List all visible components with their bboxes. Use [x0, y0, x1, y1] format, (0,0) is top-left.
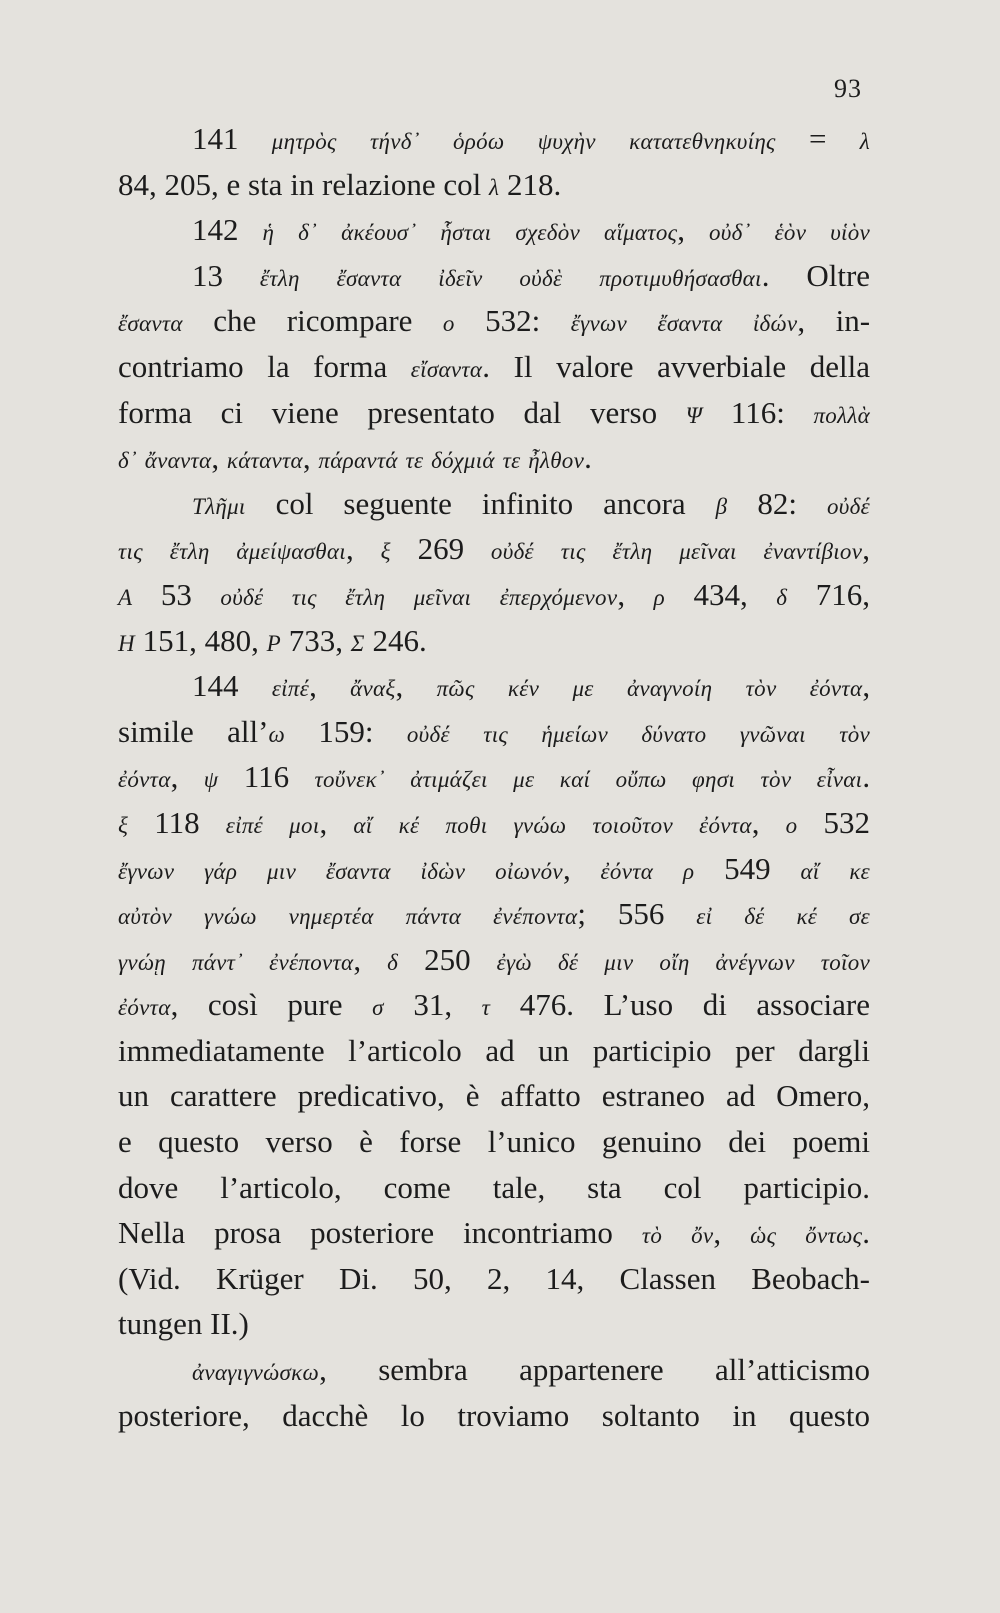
- text-line: γνώῃ πάντ᾽ ἐνέποντα, δ 250 ἐγὼ δέ μιν οἴη ἀνέγνων τοῖον: [118, 941, 871, 977]
- greek-word: ἀναγιγνώσκω: [192, 1360, 320, 1386]
- greek-word: ω: [268, 721, 285, 747]
- greek-word: ο: [785, 812, 798, 838]
- greek-word: με: [513, 767, 535, 793]
- greek-word: ἐνέποντα: [269, 949, 354, 975]
- greek-word: τοιοῦτον: [592, 812, 673, 838]
- greek-word: προτιμυθήσασθαι: [599, 265, 762, 291]
- greek-word: λ: [859, 129, 871, 154]
- greek-word: ρ: [653, 584, 665, 610]
- page-number: 93: [834, 74, 862, 103]
- greek-word: μιν: [604, 949, 634, 975]
- greek-word: οὐδὲ: [519, 265, 563, 291]
- greek-word: αὐτὸν: [118, 904, 173, 930]
- greek-word: ἦλθον: [528, 448, 585, 474]
- greek-word: ὡς: [750, 1223, 777, 1249]
- greek-word: κέ: [796, 904, 818, 930]
- text-line: Nella prosa posteriore incontriamo τὸ ὄν, ὡς ὄντως.: [118, 1215, 871, 1251]
- greek-word: ξ: [380, 539, 391, 565]
- greek-word: ἔσαντα: [325, 858, 391, 884]
- greek-word: τις: [118, 539, 143, 565]
- greek-word: αἴ: [353, 812, 373, 838]
- greek-word: ἔσαντα: [118, 311, 183, 337]
- greek-word: ἐπερχόμενον: [499, 584, 618, 610]
- greek-word: δύνατο: [641, 721, 707, 747]
- greek-word: σχεδὸν: [515, 220, 581, 246]
- greek-word: ἐγὼ: [496, 949, 532, 975]
- greek-word: οὐδέ: [220, 584, 264, 610]
- greek-word: Σ: [350, 630, 365, 656]
- greek-word: πολλὰ: [813, 402, 870, 428]
- greek-word: ἔτλη: [169, 539, 210, 565]
- greek-word: τοὔνεκ᾽: [314, 767, 385, 793]
- greek-word: γάρ: [204, 858, 238, 884]
- greek-word: κάταντα: [226, 448, 303, 474]
- greek-word: δ᾽: [298, 220, 318, 246]
- greek-word: οὐδέ: [826, 493, 870, 519]
- greek-word: δ: [776, 584, 788, 610]
- greek-word: δ᾽: [118, 448, 137, 474]
- greek-word: τὸ: [641, 1223, 663, 1249]
- greek-word: ἄναντα: [144, 448, 212, 474]
- greek-word: ἀμείψασθαι: [236, 539, 346, 565]
- greek-word: οὐδέ: [406, 721, 450, 747]
- text-line: 144 εἰπέ, ἄναξ, πῶς κέν με ἀναγνοίη τὸν ἐόντα,: [192, 668, 871, 704]
- greek-word: ἐόντα: [809, 676, 863, 702]
- text-line: ἔγνων γάρ μιν ἔσαντα ἰδὼν οἰωνόν, ἐόντα ρ 549 αἴ κε: [118, 850, 871, 886]
- greek-word: τὸν: [745, 676, 777, 702]
- greek-word: γνῶναι: [739, 721, 806, 747]
- greek-word: ο: [442, 311, 455, 337]
- greek-word: πάντα: [405, 904, 462, 930]
- greek-word: κέ: [398, 812, 420, 838]
- text-line: forma ci viene presentato dal verso Ψ 116: πολλὰ: [118, 394, 870, 430]
- greek-word: ἔγνων: [118, 858, 175, 884]
- greek-word: ἰδὼν: [420, 858, 466, 884]
- greek-word: καί: [559, 767, 591, 793]
- greek-word: ἐόντα: [118, 767, 171, 793]
- text-line: 13 ἔτλη ἔσαντα ἰδεῖν οὐδὲ προτιμυθήσασθαι. Oltre: [192, 257, 871, 293]
- greek-word: Α: [118, 584, 133, 610]
- greek-word: αἴ: [800, 858, 820, 884]
- greek-word: ἡμείων: [541, 721, 609, 747]
- greek-word: λ: [489, 174, 500, 200]
- greek-word: οἰωνόν: [495, 858, 563, 884]
- greek-word: μεῖναι: [679, 539, 737, 565]
- text-line: ἀναγιγνώσκω, sembra appartenere all’atticismo: [192, 1352, 870, 1388]
- text-line: Τλῆμι col seguente infinito ancora β 82: οὐδέ: [192, 485, 870, 521]
- greek-word: ἔσαντα: [657, 311, 723, 337]
- greek-word: ἡ: [262, 220, 275, 246]
- text-line: contriamo la forma εἴσαντα. Il valore avverbiale della: [118, 348, 870, 384]
- text-line: (Vid. Krüger Di. 50, 2, 14, Classen Beobach-: [118, 1260, 870, 1296]
- greek-word: μιν: [267, 858, 297, 884]
- text-line: e questo verso è forse l’unico genuino dei poemi: [118, 1124, 870, 1160]
- greek-word: τε: [502, 448, 521, 474]
- greek-word: ἰδών: [752, 311, 798, 337]
- text-line: δ᾽ ἄναντα, κάταντα, πάραντά τε δόχμιά τε ἦλθον.: [118, 440, 592, 476]
- greek-word: ἐόντα: [699, 812, 752, 838]
- greek-word: τὸν: [760, 767, 792, 793]
- greek-word: γνώω: [203, 904, 257, 930]
- greek-word: πῶς: [436, 676, 475, 702]
- greek-word: τις: [291, 584, 317, 610]
- greek-word: ἐόντα: [118, 995, 171, 1021]
- greek-word: φησι: [692, 767, 736, 793]
- greek-word: εἰ: [696, 904, 713, 930]
- text-line: ἔσαντα che ricompare ο 532: ἔγνων ἔσαντα ἰδών, in-: [118, 303, 871, 339]
- greek-word: ἔτλη: [612, 539, 653, 565]
- greek-word: ὄν: [691, 1223, 714, 1249]
- greek-word: ποθι: [445, 812, 488, 838]
- greek-word: δόχμιά: [431, 448, 495, 474]
- text-line: Η 151, 480, Ρ 733, Σ 246.: [118, 622, 427, 658]
- text-line: τις ἔτλη ἀμείψασθαι, ξ 269 οὐδέ τις ἔτλη μεῖναι ἐναντίβιον,: [118, 531, 870, 567]
- greek-word: τις: [483, 721, 509, 747]
- text-line: tungen II.): [118, 1306, 249, 1342]
- text-line: un carattere predicativo, è affatto estraneo ad Omero,: [118, 1078, 870, 1114]
- text-line: αὐτὸν γνώω νημερτέα πάντα ἐνέποντα; 556 εἰ δέ κέ σε: [118, 896, 871, 932]
- text-line: Α 53 οὐδέ τις ἔτλη μεῖναι ἐπερχόμενον, ρ 434, δ 716,: [118, 576, 870, 612]
- greek-word: δέ: [744, 904, 765, 930]
- greek-word: σε: [849, 904, 871, 930]
- text-line: 84, 205, e sta in relazione col λ 218.: [118, 166, 562, 202]
- greek-word: ἀναγνοίη: [626, 676, 713, 702]
- greek-word: ξ: [118, 812, 129, 838]
- greek-word: εἴσαντα: [410, 356, 483, 382]
- greek-word: ψυχὴν: [537, 129, 596, 154]
- greek-word: εἰπέ: [225, 812, 264, 838]
- greek-word: αἵματος: [604, 220, 678, 246]
- greek-word: τὸν: [839, 721, 871, 747]
- greek-word: οἴη: [659, 949, 690, 975]
- greek-word: μητρὸς: [271, 129, 337, 154]
- greek-word: ἔσαντα: [336, 265, 402, 291]
- greek-word: τ: [481, 995, 491, 1021]
- greek-word: Η: [118, 630, 135, 656]
- body-text: [118, 116, 870, 1438]
- greek-word: τήνδ᾽: [369, 129, 420, 154]
- greek-word: οὔπω: [615, 767, 667, 793]
- greek-word: ρ: [682, 858, 695, 884]
- greek-word: κατατεθνηκυίης: [629, 129, 776, 154]
- text-line: immediatamente l’articolo ad un participio per dargli: [118, 1032, 870, 1068]
- greek-word: ὁρόω: [452, 129, 505, 154]
- greek-word: β: [715, 493, 728, 519]
- greek-word: οὐδ᾽: [708, 220, 751, 246]
- greek-word: ἔτλη: [345, 584, 386, 610]
- greek-word: σ: [372, 995, 384, 1021]
- greek-word: ἐνέποντα: [493, 904, 578, 930]
- greek-word: ἔτλη: [259, 265, 300, 291]
- greek-word: δ: [387, 949, 399, 975]
- text-line: posteriore, dacchè lo troviamo soltanto in questo: [118, 1397, 870, 1433]
- greek-word: νημερτέα: [288, 904, 374, 930]
- greek-word: μοι: [289, 812, 320, 838]
- greek-word: μεῖναι: [413, 584, 472, 610]
- greek-word: ὄντως: [805, 1223, 863, 1249]
- greek-word: ἧσται: [440, 220, 492, 246]
- text-line: ἐόντα, ψ 116 τοὔνεκ᾽ ἀτιμάζει με καί οὔπω φησι τὸν εἶναι.: [118, 759, 871, 795]
- greek-word: γνώῃ: [118, 949, 166, 975]
- greek-word: τοῖον: [820, 949, 871, 975]
- greek-word: ἰδεῖν: [438, 265, 483, 291]
- greek-word: με: [572, 676, 594, 702]
- greek-word: Τλῆμι: [192, 493, 246, 519]
- text-line: 141 μητρὸς τήνδ᾽ ὁρόω ψυχὴν κατατεθνηκυίης = λ: [192, 121, 871, 156]
- greek-word: γνώω: [513, 812, 567, 838]
- text-line: ξ 118 εἰπέ μοι, αἴ κέ ποθι γνώω τοιοῦτον ἐόντα, ο 532: [118, 804, 871, 840]
- greek-word: εἰπέ: [271, 676, 310, 702]
- greek-word: δέ: [557, 949, 579, 975]
- greek-word: ψ: [203, 767, 219, 793]
- greek-word: ἔγνων: [570, 311, 628, 337]
- text-line: simile all’ω 159: οὐδέ τις ἡμείων δύνατο γνῶναι τὸν: [118, 713, 871, 749]
- greek-word: ἀνέγνων: [715, 949, 795, 975]
- greek-word: Ρ: [266, 630, 282, 656]
- greek-word: πάραντά: [318, 448, 398, 474]
- greek-word: κέν: [507, 676, 540, 702]
- text-line: ἐόντα, così pure σ 31, τ 476. L’uso di associare: [118, 987, 870, 1023]
- greek-word: ἄναξ: [350, 676, 396, 702]
- greek-word: οὐδέ: [490, 539, 534, 565]
- greek-word: τις: [560, 539, 586, 565]
- greek-word: ἀκέουσ᾽: [341, 220, 417, 246]
- greek-word: ἀτιμάζει: [410, 767, 488, 793]
- greek-word: ἐναντίβιον: [763, 539, 863, 565]
- greek-word: τε: [405, 448, 424, 474]
- greek-word: εἶναι: [816, 767, 863, 793]
- greek-word: ἐόντα: [600, 858, 654, 884]
- greek-word: κε: [849, 858, 871, 884]
- greek-word: πάντ᾽: [191, 949, 244, 975]
- text-line: 142 ἡ δ᾽ ἀκέουσ᾽ ἧσται σχεδὸν αἵματος, οὐδ᾽ ἑὸν υἱὸν: [192, 212, 871, 248]
- greek-word: ἑὸν: [774, 220, 807, 246]
- greek-word: Ψ: [685, 402, 703, 428]
- text-line: dove l’articolo, come tale, sta col participio.: [118, 1169, 870, 1205]
- greek-word: υἱὸν: [830, 220, 871, 246]
